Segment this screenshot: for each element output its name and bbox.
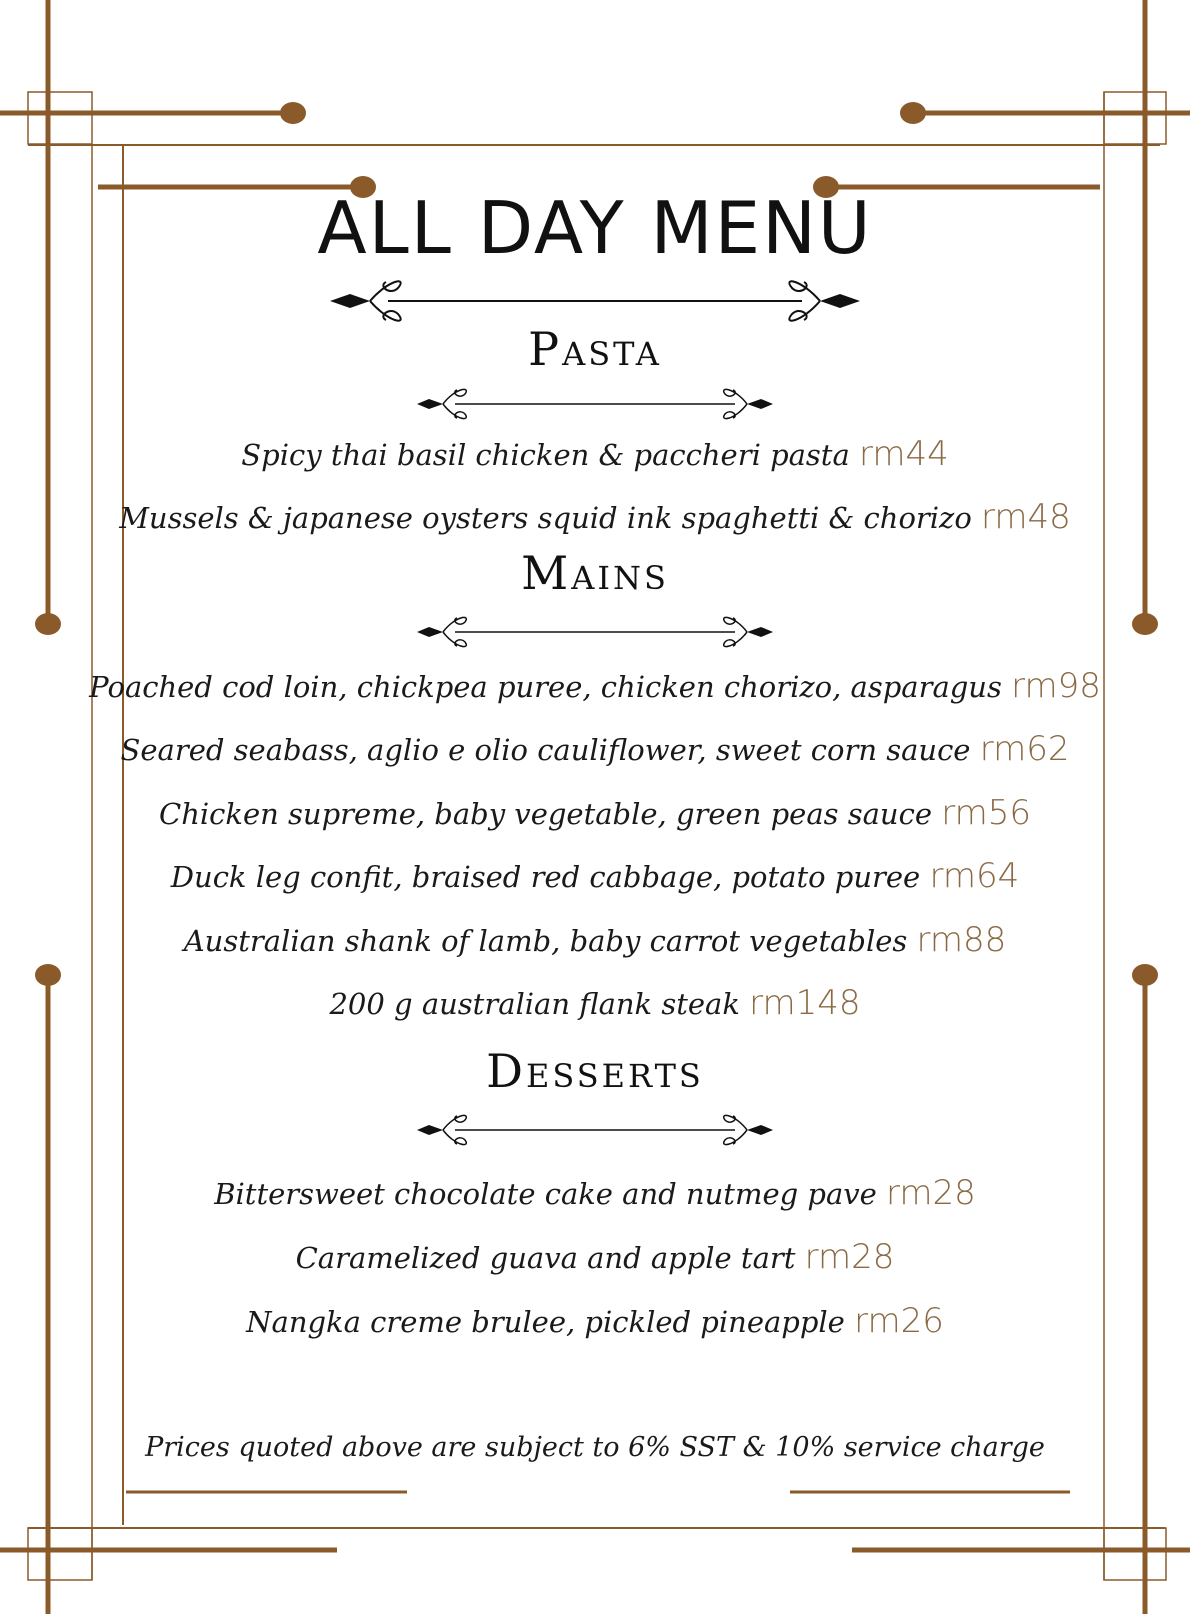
flourish-divider-desserts <box>415 1108 775 1152</box>
section-heading-desserts: Desserts <box>486 1044 704 1098</box>
menu-item <box>0 729 1190 769</box>
menu-item-name: Duck leg confit, braised red cabbage, potato puree <box>170 860 921 894</box>
menu-item <box>0 497 1190 537</box>
menu-item-name: Nangka creme brulee, pickled pineapple <box>246 1305 845 1339</box>
menu-item <box>0 920 1190 960</box>
menu-item-name: Seared seabass, aglio e olio cauliflower, sweet corn sauce <box>120 733 971 767</box>
menu-item <box>0 1237 1190 1277</box>
menu-item-name: 200 g australian flank steak <box>329 987 740 1021</box>
section-heading-pasta: Pasta <box>528 322 662 376</box>
service-charge-note: Prices quoted above are subject to 6% SST & 10% service charge <box>145 1432 1045 1463</box>
menu-item <box>0 856 1190 896</box>
menu-item <box>0 434 1190 474</box>
menu-item-price: rm26 <box>854 1301 944 1341</box>
menu-item-name: Mussels & japanese oysters squid ink spaghetti & chorizo <box>119 501 972 535</box>
menu-item-name: Australian shank of lamb, baby carrot vegetables <box>183 924 908 958</box>
menu-item-price: rm28 <box>886 1173 976 1213</box>
menu-item-price: rm88 <box>916 920 1007 960</box>
menu-item-price: rm56 <box>941 793 1031 833</box>
menu-title: ALL DAY MENU <box>317 186 873 270</box>
menu-item-price: rm98 <box>1011 666 1101 706</box>
menu-item-price: rm28 <box>804 1237 895 1277</box>
flourish-divider-mains <box>415 610 775 654</box>
menu-item-price: rm62 <box>979 729 1070 769</box>
menu-item <box>0 793 1190 833</box>
menu-item <box>0 1173 1190 1213</box>
section-heading-mains: Mains <box>521 546 669 600</box>
menu-item-price: rm48 <box>981 497 1071 537</box>
menu-item-price: rm148 <box>749 983 861 1023</box>
menu-item-name: Caramelized guava and apple tart <box>295 1241 796 1275</box>
menu-item <box>0 1301 1190 1341</box>
menu-item <box>0 983 1190 1023</box>
menu-item-name: Spicy thai basil chicken & paccheri pasta <box>241 438 850 472</box>
menu-item-name: Poached cod loin, chickpea puree, chicken chorizo, asparagus <box>89 670 1002 704</box>
menu-item-name: Bittersweet chocolate cake and nutmeg pave <box>214 1177 877 1211</box>
menu-item <box>0 666 1190 706</box>
menu-item-name: Chicken supreme, baby vegetable, green peas sauce <box>159 797 932 831</box>
menu-item-price: rm64 <box>929 856 1020 896</box>
flourish-divider-pasta <box>415 382 775 426</box>
menu-item-price: rm44 <box>858 434 949 474</box>
